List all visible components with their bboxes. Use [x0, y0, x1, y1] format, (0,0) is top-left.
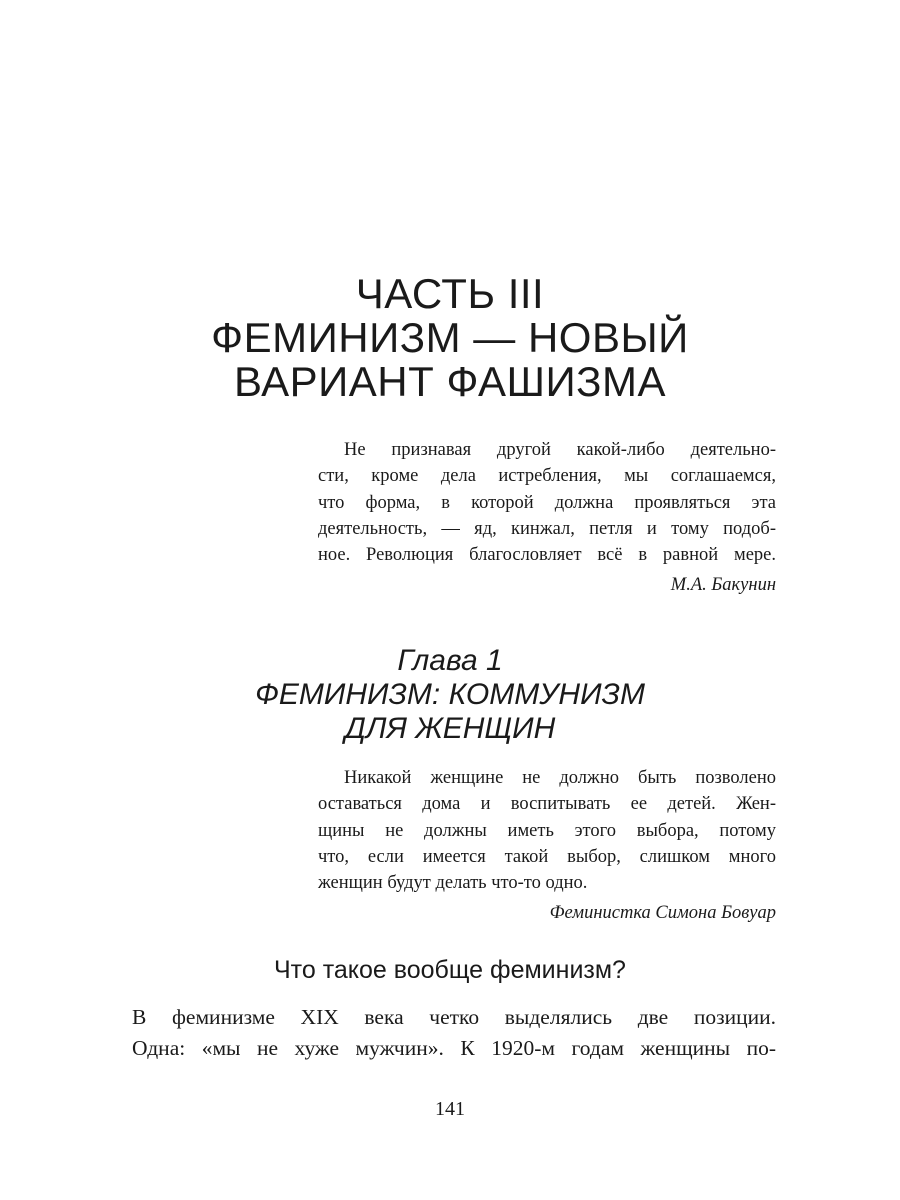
epigraph-line: Не признавая другой какой-либо деятельно-: [344, 440, 776, 460]
body-line: Одна: «мы не хуже мужчин». К 1920-м годам женщины по-: [132, 1036, 776, 1060]
part-title-line: ЧАСТЬ III: [355, 270, 545, 317]
chapter-title-line: ФЕМИНИЗМ: КОММУНИЗМ: [255, 678, 645, 711]
epigraph-line: ное. Революция благословляет всё в равной мере.: [318, 545, 776, 566]
body-paragraph: [132, 1002, 776, 1064]
epigraph-bakunin: [318, 437, 776, 599]
epigraph-line: щины не должны иметь этого выбора, потому: [318, 820, 776, 841]
epigraph-line: что, если имеется такой выбор, слишком много: [318, 846, 776, 867]
body-line: В феминизме XIX века четко выделялись две позиции.: [132, 1005, 776, 1029]
epigraph-line: женщин будут делать что-то одно.: [318, 873, 588, 894]
page-number: 141: [435, 1098, 465, 1120]
chapter-title-line: ДЛЯ ЖЕНЩИН: [344, 712, 556, 745]
part-title-line: ВАРИАНТ ФАШИЗМА: [233, 358, 667, 405]
epigraph-line: что форма, в которой должна проявляться эта: [318, 492, 776, 513]
section-heading: Что такое вообще феминизм?: [274, 956, 626, 984]
epigraph-line: сти, кроме дела истребления, мы соглашаемся,: [318, 466, 776, 487]
epigraph-line: деятельность, — яд, кинжал, петля и тому подоб-: [318, 518, 776, 539]
epigraph-line: Никакой женщине не должно быть позволено: [344, 768, 776, 788]
epigraph-line: оставаться дома и воспитывать ее детей. Жен-: [318, 794, 776, 815]
part-title-line: ФЕМИНИЗМ — НОВЫЙ: [211, 314, 689, 361]
epigraph-beauvoir: [318, 765, 776, 927]
chapter-title-line: Глава 1: [397, 644, 503, 677]
chapter-title: [150, 644, 750, 746]
epigraph-author: Феминистка Симона Бовуар: [549, 903, 776, 924]
part-title: [120, 272, 780, 404]
epigraph-author: М.А. Бакунин: [670, 575, 776, 596]
